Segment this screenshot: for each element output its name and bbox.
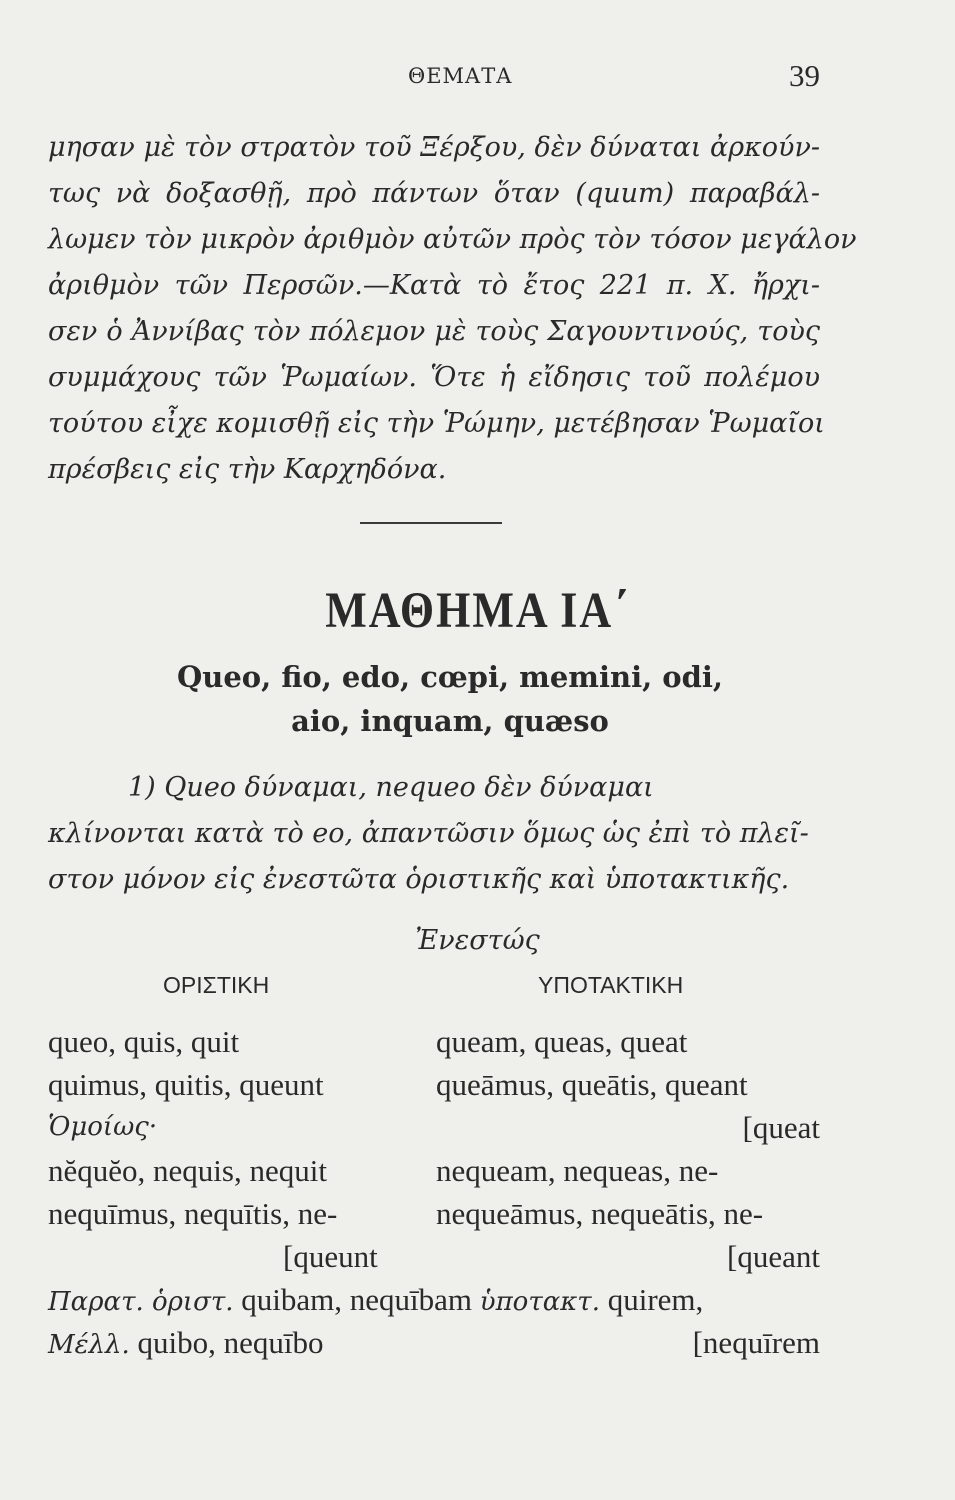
column-headings bbox=[48, 972, 820, 1008]
page-number: 39 bbox=[789, 58, 820, 93]
imperfect-subj-forms: quirem, bbox=[607, 1282, 704, 1317]
continuation: [queunt bbox=[283, 1239, 378, 1274]
table-row bbox=[48, 1235, 820, 1278]
continuation: [queant bbox=[727, 1239, 820, 1274]
table-row bbox=[48, 1321, 820, 1364]
lesson-subtitle bbox=[40, 655, 860, 743]
paragraph-line: ἀριθμὸν τῶν Περσῶν.—Κατὰ τὸ ἔτος 221 π. Χ. ἤρχι- bbox=[48, 270, 820, 301]
indicative-forms: queo, quis, quit bbox=[48, 1024, 240, 1059]
subjunctive-forms: nequeam, nequeas, ne- bbox=[436, 1153, 719, 1188]
paragraph-line: πρέσβεις εἰς τὴν Καρχηδόνα. bbox=[48, 454, 447, 485]
rule-line: στον μόνον εἰς ἐνεστῶτα ὁριστικῆς καὶ ὑποτακτικῆς. bbox=[48, 864, 790, 895]
verbs-line: aio, inquam, quæso bbox=[291, 704, 609, 738]
continuation: [queat bbox=[742, 1110, 820, 1145]
table-row bbox=[48, 1020, 820, 1063]
lesson-title: ΜΑΘΗΜΑ ΙΑ΄ bbox=[325, 582, 630, 639]
indicative-forms: nĕquĕo, nequis, nequit bbox=[48, 1153, 327, 1188]
imperfect-label: Παρατ. ὁριστ. bbox=[48, 1287, 234, 1317]
similarly-label: Ὁμοίως· bbox=[48, 1112, 158, 1142]
subjunctive-forms: queāmus, queātis, queant bbox=[436, 1067, 748, 1102]
page-header bbox=[48, 58, 820, 96]
tense-label: Ἐνεστώς bbox=[415, 925, 540, 956]
paragraph-line: μησαν μὲ τὸν στρατὸν τοῦ Ξέρξου, δὲν δύναται ἀρκούν- bbox=[48, 132, 820, 163]
conjugation-table bbox=[48, 1020, 820, 1364]
paragraph-line: σεν ὁ Ἀννίβας τὸν πόλεμον μὲ τοὺς Σαγουντινούς, τοὺς bbox=[48, 316, 820, 347]
paragraph-line: τως νὰ δοξασθῇ, πρὸ πάντων ὅταν (quum) παραβάλ- bbox=[48, 178, 820, 209]
imperfect-subj-label: ὑποτακτ. bbox=[479, 1287, 600, 1317]
table-row bbox=[48, 1106, 820, 1149]
table-row bbox=[48, 1063, 820, 1106]
indicative-forms: quimus, quitis, queunt bbox=[48, 1067, 324, 1102]
section-divider bbox=[360, 522, 502, 524]
imperfect-line bbox=[48, 1278, 703, 1324]
continuation: [nequīrem bbox=[692, 1325, 820, 1360]
table-row bbox=[48, 1278, 820, 1321]
indicative-forms: nequīmus, nequītis, ne- bbox=[48, 1196, 338, 1231]
paragraph-line: συμμάχους τῶν Ῥωμαίων. Ὅτε ἡ εἴδησις τοῦ πολέμου bbox=[48, 362, 820, 393]
rule-paragraph bbox=[48, 765, 820, 903]
subjunctive-heading: ΥΠΟΤΑΚΤΙΚΗ bbox=[538, 972, 684, 998]
body-paragraph bbox=[48, 125, 857, 493]
rule-line: κλίνονται κατὰ τὸ eo, ἀπαντῶσιν ὅμως ὡς ἐπὶ τὸ πλεῖ- bbox=[48, 818, 809, 849]
subjunctive-forms: nequeāmus, nequeātis, ne- bbox=[436, 1196, 764, 1231]
rule-line: 1) Queo δύναμαι, nequeo δὲν δύναμαι bbox=[128, 772, 654, 803]
imperfect-forms: quibam, nequībam bbox=[241, 1282, 473, 1317]
paragraph-line: τούτου εἶχε κομισθῇ εἰς τὴν Ῥώμην, μετέβησαν Ῥωμαῖοι bbox=[48, 408, 825, 439]
table-row bbox=[48, 1149, 820, 1192]
paragraph-line: λωμεν τὸν μικρὸν ἀριθμὸν αὐτῶν πρὸς τὸν τόσον μεγάλον bbox=[48, 224, 857, 255]
subjunctive-forms: queam, queas, queat bbox=[436, 1024, 688, 1059]
future-label: Μέλλ. bbox=[48, 1330, 130, 1360]
verbs-line: Queo, fio, edo, cœpi, memini, odi, bbox=[176, 660, 724, 694]
future-line bbox=[48, 1321, 324, 1367]
indicative-heading: ΟΡΙΣΤΙΚΗ bbox=[163, 972, 270, 998]
table-row bbox=[48, 1192, 820, 1235]
future-forms: quibo, nequībo bbox=[137, 1325, 324, 1360]
running-title: ΘΕΜΑΤΑ bbox=[408, 64, 513, 88]
